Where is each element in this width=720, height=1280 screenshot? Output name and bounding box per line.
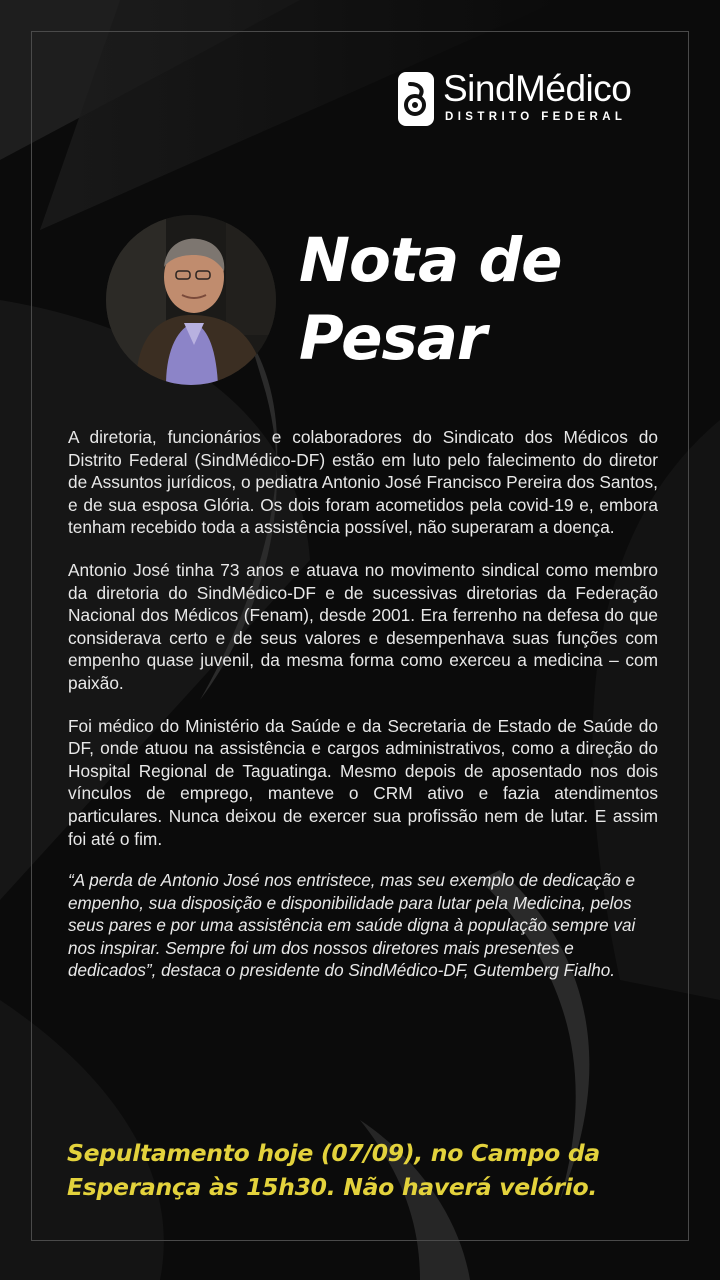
page-title bbox=[299, 222, 562, 378]
body-text bbox=[68, 426, 658, 983]
title-line-2: Pesar bbox=[299, 303, 486, 374]
brand-name: SindMédico bbox=[443, 68, 632, 109]
brand-logo bbox=[398, 70, 668, 130]
title-line-1: Nota de bbox=[299, 225, 562, 296]
paragraph-3: Foi médico do Ministério da Saúde e da Secretaria de Estado de Saúde do DF, onde atuou na assistência e cargos administrativos, como a direção do Hospital Regional de Taguatinga. Mesmo depois de aposentado nos dois vínculos de emprego, manteve o CRM ativo e fazia atendimentos particulares. Nunca deixou de exercer sua profissão nem de lutar. E assim foi até o fim. bbox=[68, 715, 658, 849]
funeral-notice bbox=[67, 1136, 667, 1204]
paragraph-2: Antonio José tinha 73 anos e atuava no movimento sindical como membro da diretoria do SindMédico-DF e de sucessivas diretorias da Federação Nacional dos Médicos (Fenam), desde 2001. Era ferrenho na defesa do que considerava certo e de seus valores e desempenhava suas funções com empenho quase juvenil, da mesma forma como exerceu a medicina – com paixão. bbox=[68, 559, 658, 693]
sindmedico-logo-icon bbox=[398, 72, 434, 126]
brand-subtitle: DISTRITO FEDERAL bbox=[445, 111, 627, 123]
portrait-photo bbox=[106, 215, 276, 385]
funeral-line-2: Esperança às 15h30. Não haverá velório. bbox=[67, 1173, 598, 1201]
funeral-line-1: Sepultamento hoje (07/09), no Campo da bbox=[67, 1139, 600, 1167]
president-quote: “A perda de Antonio José nos entristece, mas seu exemplo de dedicação e empenho, sua disposição e disponibilidade para lutar pela Medicina, pelos seus pares e por uma assistência em saúde digna à população sempre vai nos inspirar. Sempre foi um dos nossos diretores mais presentes e dedicados”, destaca o presidente do SindMédico-DF, Gutemberg Fialho. bbox=[68, 871, 636, 981]
paragraph-1: A diretoria, funcionários e colaboradores do Sindicato dos Médicos do Distrito Federal (SindMédico-DF) estão em luto pelo falecimento do diretor de Assuntos jurídicos, o pediatra Antonio José Francisco Pereira dos Santos, e de sua esposa Glória. Os dois foram acometidos pela covid-19 e, embora tenham recebido toda a assistência possível, não superaram a doença. bbox=[68, 427, 658, 538]
